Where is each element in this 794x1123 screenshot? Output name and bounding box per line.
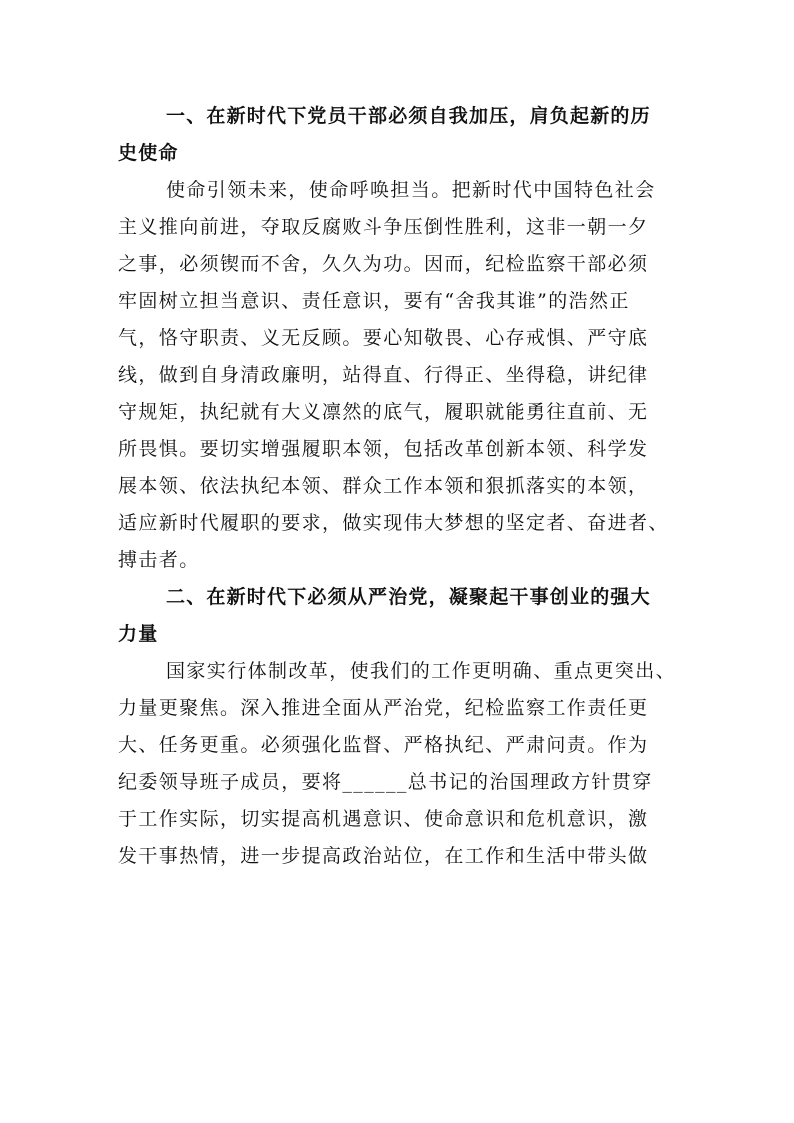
paragraph-line: 守规矩，执纪就有大义凛然的底气，履职就能勇往直前、无	[118, 401, 649, 423]
section-1-paragraph	[118, 172, 678, 579]
heading-line: 二、在新时代下必须从严治党，凝聚起干事创业的强大	[166, 586, 651, 608]
paragraph-line: 纪委领导班子成员，要将______总书记的治国理政方针贯穿	[118, 771, 653, 793]
heading-line: 力量	[118, 623, 159, 645]
paragraph-line: 使命引领未来，使命呼唤担当。把新时代中国特色社会	[166, 179, 656, 201]
paragraph-line: 展本领、依法执纪本领、群众工作本领和狠抓落实的本领，	[118, 475, 649, 497]
heading-line: 一、在新时代下党员干部必须自我加压，肩负起新的历	[166, 105, 651, 127]
heading-line: 史使命	[118, 142, 179, 164]
paragraph-line: 于工作实际，切实提高机遇意识、使命意识和危机意识，激	[118, 808, 649, 830]
paragraph-line: 力量更聚焦。深入推进全面从严治党，纪检监察工作责任更	[118, 697, 649, 719]
paragraph-line: 主义推向前进，夺取反腐败斗争压倒性胜利，这非一朝一夕	[118, 216, 649, 238]
paragraph-line: 气，恪守职责、义无反顾。要心知敬畏、心存戒惧、严守底	[118, 327, 649, 349]
paragraph-line: 大、任务更重。必须强化监督、严格执纪、严肃问责。作为	[118, 734, 649, 756]
section-2-paragraph	[118, 653, 678, 875]
section-1-heading	[118, 98, 678, 172]
paragraph-line: 国家实行体制改革，使我们的工作更明确、重点更突出、	[166, 660, 677, 682]
paragraph-line: 所畏惧。要切实增强履职本领，包括改革创新本领、科学发	[118, 438, 649, 460]
paragraph-line: 适应新时代履职的要求，做实现伟大梦想的坚定者、奋进者、	[118, 512, 669, 534]
document-body	[118, 98, 678, 875]
paragraph-line: 之事，必须锲而不舍，久久为功。因而，纪检监察干部必须	[118, 253, 649, 275]
paragraph-line: 发干事热情，进一步提高政治站位，在工作和生活中带头做	[118, 845, 649, 867]
paragraph-line: 牢固树立担当意识、责任意识，要有“舍我其谁”的浩然正	[118, 290, 630, 312]
paragraph-line: 线，做到自身清政廉明，站得直、行得正、坐得稳，讲纪律	[118, 364, 649, 386]
paragraph-line: 搏击者。	[118, 549, 200, 571]
section-2-heading	[118, 579, 678, 653]
